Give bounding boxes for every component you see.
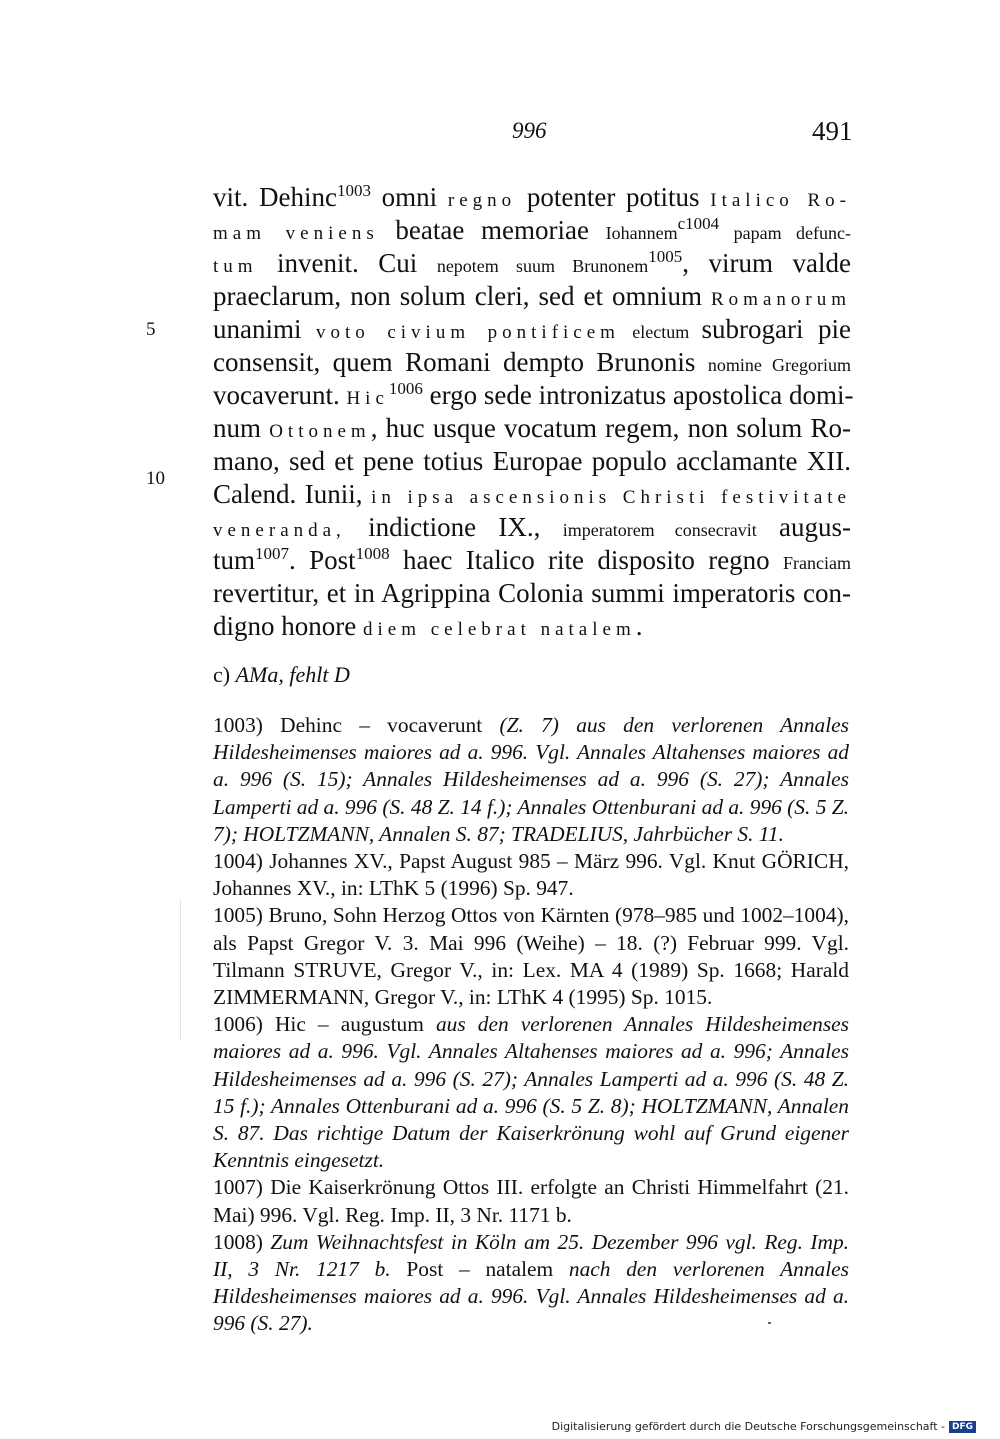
dfg-logo-icon: DFG [949,1421,976,1433]
text-line: vit. Dehinc$^{1003}$ omni regno potenter potitus Italico Ro- [213,181,851,212]
text-line: digno honore diem celebrat natalem. [213,611,643,641]
text-line: tum$^{1007}$. Post$^{1008}$ haec Italico rite disposito regno Franciam [213,544,851,575]
text-line: consensit, quem Romani dempto Brunonis nomine Gregorium [213,347,851,377]
footnote-1005: 1005) Bruno, Sohn Herzog Ottos von Kärnten (978–985 und 1002–1004), als Papst Gregor V. 3. Mai 996 (Weihe) – 18. (?) Februar 999. Vgl. Tilmann STRUVE, Gregor V., in: Lex. MA 4 (1989) Sp. 1668; Harald ZIMMERMANN, Gregor V., in: LThK 4 (1995) Sp. 1015. [213,903,849,1010]
digitization-credit [552,1420,976,1433]
text-line: revertitur, et in Agrippina Colonia summi imperatoris con- [213,578,851,608]
text-line: num Ottonem, huc usque vocatum regem, non solum Ro- [213,413,851,443]
line-number-10: 10 [146,468,165,489]
credit-text: Digitalisierung gefördert durch die Deutsche Forschungsgemeinschaft - [551,1420,945,1433]
footnote-1003: 1003) Dehinc – vocaverunt (Z. 7) aus den verlorenen Annales Hildesheimenses maiores ad a. 996. Vgl. Annales Altahenses maiores ad a. 996 (S. 15); Annales Hildesheimenses ad a. 996 (S. 27); Annales Lamperti ad a. 996 (S. 48 Z. 14 f.); Annales Ottenburani ad a. 996 (S. 5 Z. 7); HOLTZMANN, Annalen S. 87; TRADELIUS, Jahrbücher S. 11. [213,713,849,846]
text-line: mano, sed et pene totius Europae populo acclamante XII. [213,446,851,476]
page-number: 491 [812,116,853,146]
text-line: Calend. Iunii, in ipsa ascensionis Christi festivitate [213,479,851,509]
footnote-1008: 1008) Zum Weihnachtsfest in Köln am 25. Dezember 996 vgl. Reg. Imp. II, 3 Nr. 1217 b. Post – natalem nach den verlorenen Annales Hildesheimenses maiores ad a. 996. Vgl. Annales Hildesheimenses ad a. 996 (S. 27). [213,1229,849,1336]
text-line: vocaverunt. Hic$^{1006}$ ergo sede intronizatus apostolica domi- [213,379,854,410]
text-line: mam veniens beatae memoriae Iohannem$^{c1004}$ papam defunc- [213,214,851,245]
line-number-5: 5 [146,319,156,340]
footnotes [213,712,849,1338]
stray-mark [768,1322,771,1324]
text-line: unanimi voto civium pontificem electum subrogari pie [213,314,851,344]
footnote-1006: 1006) Hic – augustum aus den verlorenen Annales Hildesheimenses maiores ad a. 996. Vgl. Annales Altahenses maiores ad a. 996; Annales Hildesheimenses ad a. 996 (S. 27); Annales Lamperti ad a. 996 (S. 48 Z. 15 f.); Annales Ottenburani ad a. 996 (S. 5 Z. 8); HOLTZMANN, Annalen S. 87. Das richtige Datum der Kaiserkrönung wohl auf Grund eigener Kenntnis eingesetzt. [213,1012,850,1173]
text-line: veneranda, indictione IX., imperatorem consecravit augus- [213,512,851,542]
running-head-year: 996 [512,118,547,143]
scan-margin-line [180,900,181,1040]
apparatus-note: c) AMa, fehlt D [213,662,350,687]
text-line: tum invenit. Cui nepotem suum Brunonem$^{1005}$, virum valde [213,247,852,278]
footnote-1004: 1004) Johannes XV., Papst August 985 – März 996. Vgl. Knut GÖRICH, Johannes XV., in: LThK 5 (1996) Sp. 947. [213,849,849,901]
text-line: praeclarum, non solum cleri, sed et omnium Romanorum [213,281,851,311]
footnote-1007: 1007) Die Kaiserkrönung Ottos III. erfolgte an Christi Himmelfahrt (21. Mai) 996. Vgl. Reg. Imp. II, 3 Nr. 1171 b. [213,1175,849,1227]
